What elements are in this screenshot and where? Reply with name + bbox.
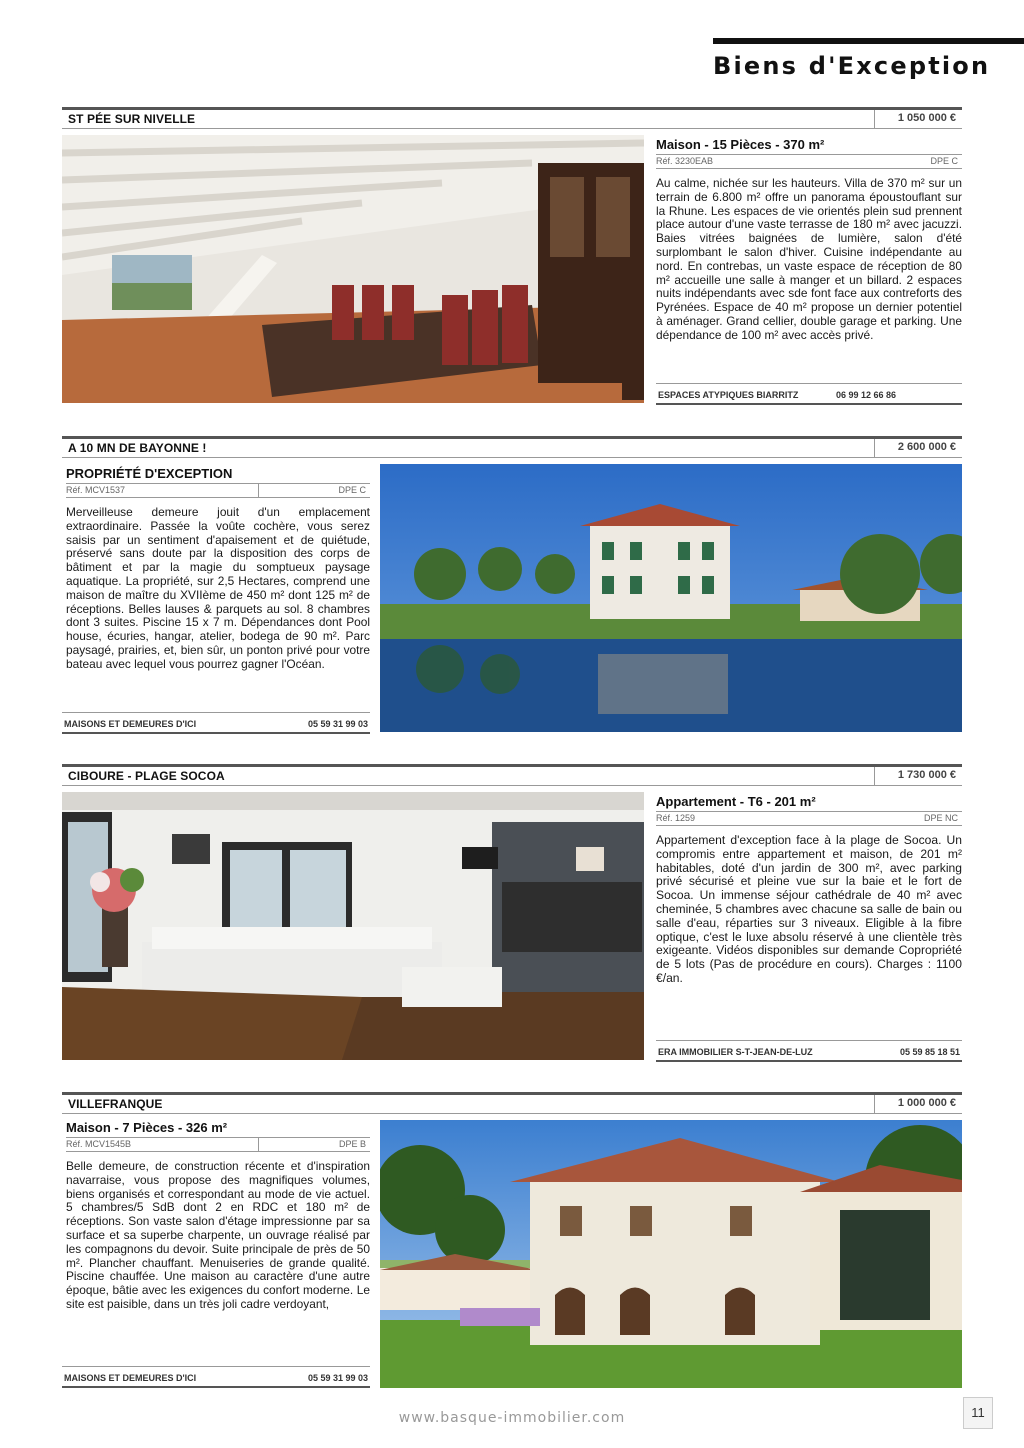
listing-ref: Réf. MCV1545B [66,1139,132,1149]
listing-info [656,792,962,1062]
listing-ref: Réf. 3230EAB [656,156,714,166]
agency-name: MAISONS ET DEMEURES D'ICI [64,719,197,729]
listing-dpe: DPE NC [923,813,958,823]
listing-location: ST PÉE SUR NIVELLE [68,112,196,126]
listing-title: Appartement - T6 - 201 m² [656,792,962,812]
listing-header [62,764,962,786]
apartment-living-photo [62,792,644,1060]
ref-divider [258,484,259,497]
listing-description: Au calme, nichée sur les hauteurs. Villa de 370 m² sur un terrain de 6.800 m² offre un panorama époustouflant sur la Rhune. Les espaces de vie orientés plein sud prennent place autour d'une vaste terrasse de 180 m² avec jacuzzi. Baies vitrées baignées de lumière, salon d'été surplombant le salon d'hiver. Cuisine indépendante au nord. En contrebas, un vaste espace de réception de 80 m² accueille une salle à manger et un billard. 2 espaces nuits indépendants avec sde font face aux contreforts des Pyrénées. Espace de 40 m² propose un dernier potentiel à aménager. Grand cellier, double garage et parking. Une dépendance de 100 m² avec accès privé. [656,176,962,342]
listing-contact [656,383,962,405]
ref-row [66,484,370,498]
agency-name: MAISONS ET DEMEURES D'ICI [64,1373,197,1383]
listing-price: 1 730 000 € [874,767,962,785]
listing-villefranque [62,1092,962,1390]
listing-contact [62,1366,370,1388]
listing-contact [62,712,370,734]
listing-dpe: DPE B [338,1139,366,1149]
navarrese-house-photo [380,1120,962,1388]
listing-info [656,135,962,405]
listing-location: CIBOURE - PLAGE SOCOA [68,769,225,783]
listing-st-pee [62,107,962,405]
listing-header [62,1092,962,1114]
listing-title: Maison - 7 Pièces - 326 m² [66,1118,370,1138]
listing-price: 2 600 000 € [874,439,962,457]
agency-phone: 06 99 12 66 86 [836,390,897,400]
listing-price: 1 050 000 € [874,110,962,128]
listing-header [62,436,962,458]
agency-name: ESPACES ATYPIQUES BIARRITZ [658,390,799,400]
header-bar [713,38,1024,44]
listing-price: 1 000 000 € [874,1095,962,1113]
listing-location: A 10 MN DE BAYONNE ! [68,441,207,455]
ref-divider [258,1138,259,1151]
listing-dpe: DPE C [338,485,366,495]
listing-title: PROPRIÉTÉ D'EXCEPTION [66,464,370,484]
listing-description: Appartement d'exception face à la plage de Socoa. Un compromis entre appartement et maison, de 201 m² habitables, doté d'un jardin de 300 m², avec parking privé sécurisé et pleine vue sur la baie et le fort de Socoa. Un immense séjour cathédrale de 40 m² avec cheminée, 5 chambres avec chacune sa salle de bain ou salle d'eau, réparties sur 3 niveaux. Eligible à la fibre optique, c'est le luxe absolu réservé à une clientèle très exigeante. Vidéos disponibles sur demande Copropriété de 5 lots (Pas de procédure en cours). Charges : 1100 €/an. [656,833,962,985]
agency-name: ERA IMMOBILIER S-T-JEAN-DE-LUZ [658,1047,813,1057]
listing-info [62,1118,370,1388]
agency-phone: 05 59 31 99 03 [307,1373,368,1383]
listing-description: Merveilleuse demeure jouit d'un emplacement extraordinaire. Passée la voûte cochère, vous serez saisis par un sentiment d'apaisement et de quiétude, préservé sans doute par la disposition des corps de bâtiment et par la magie du somptueux paysage aquatique. La propriété, sur 2,5 Hectares, comprend une maison de maître du XVIIème de 450 m² dont 125 m² de réceptions. Belles lauses & parquets au sol. 8 chambres dont 3 suites. Piscine 15 x 7 m. Dépendances dont Pool house, écuries, hangar, atelier, bodega de 90 m². Parc paysagé, prairies, et, bien sûr, un ponton privé pour votre bateau avec lequel vous pourrez gagner l'Océan. [66,505,370,671]
listing-description: Belle demeure, de construction récente et d'inspiration navarraise, vous propose des magnifiques volumes, biens organisés et correspondant au mode de vie actuel. 5 chambres/5 SdB dont 2 en RDC et 180 m² de réceptions. Son vaste salon d'étage impressionne par sa surface et sa superbe charpente, un ouvrage réalisé par les compagnons du devoir. Suite principale de près de 50 m². Plancher chauffant. Menuiseries de grande qualité. Piscine chauffée. Une maison au caractère d'une autre époque, bâtie avec les exigences du confort moderne. Le site est paisible, dans un très joli cadre verdoyant, [66,1159,370,1311]
listing-ref: Réf. 1259 [656,813,696,823]
listing-bayonne [62,436,962,734]
ref-row [656,812,962,826]
agency-phone: 05 59 31 99 03 [307,719,368,729]
page-title: Biens d'Exception [713,52,991,80]
listing-header [62,107,962,129]
listing-dpe: DPE C [930,156,958,166]
ref-row [656,155,962,169]
listing-ciboure [62,764,962,1062]
listing-location: VILLEFRANQUE [68,1097,163,1111]
footer-website: www.basque-immobilier.com [398,1410,626,1426]
ref-row [66,1138,370,1152]
agency-phone: 05 59 85 18 51 [899,1047,960,1057]
interior-living-room-photo [62,135,644,403]
listing-ref: Réf. MCV1537 [66,485,126,495]
listing-info [62,464,370,734]
listing-title: Maison - 15 Pièces - 370 m² [656,135,962,155]
lakeside-manor-photo [380,464,962,732]
listing-contact [656,1040,962,1062]
page-number: 11 [963,1397,993,1429]
